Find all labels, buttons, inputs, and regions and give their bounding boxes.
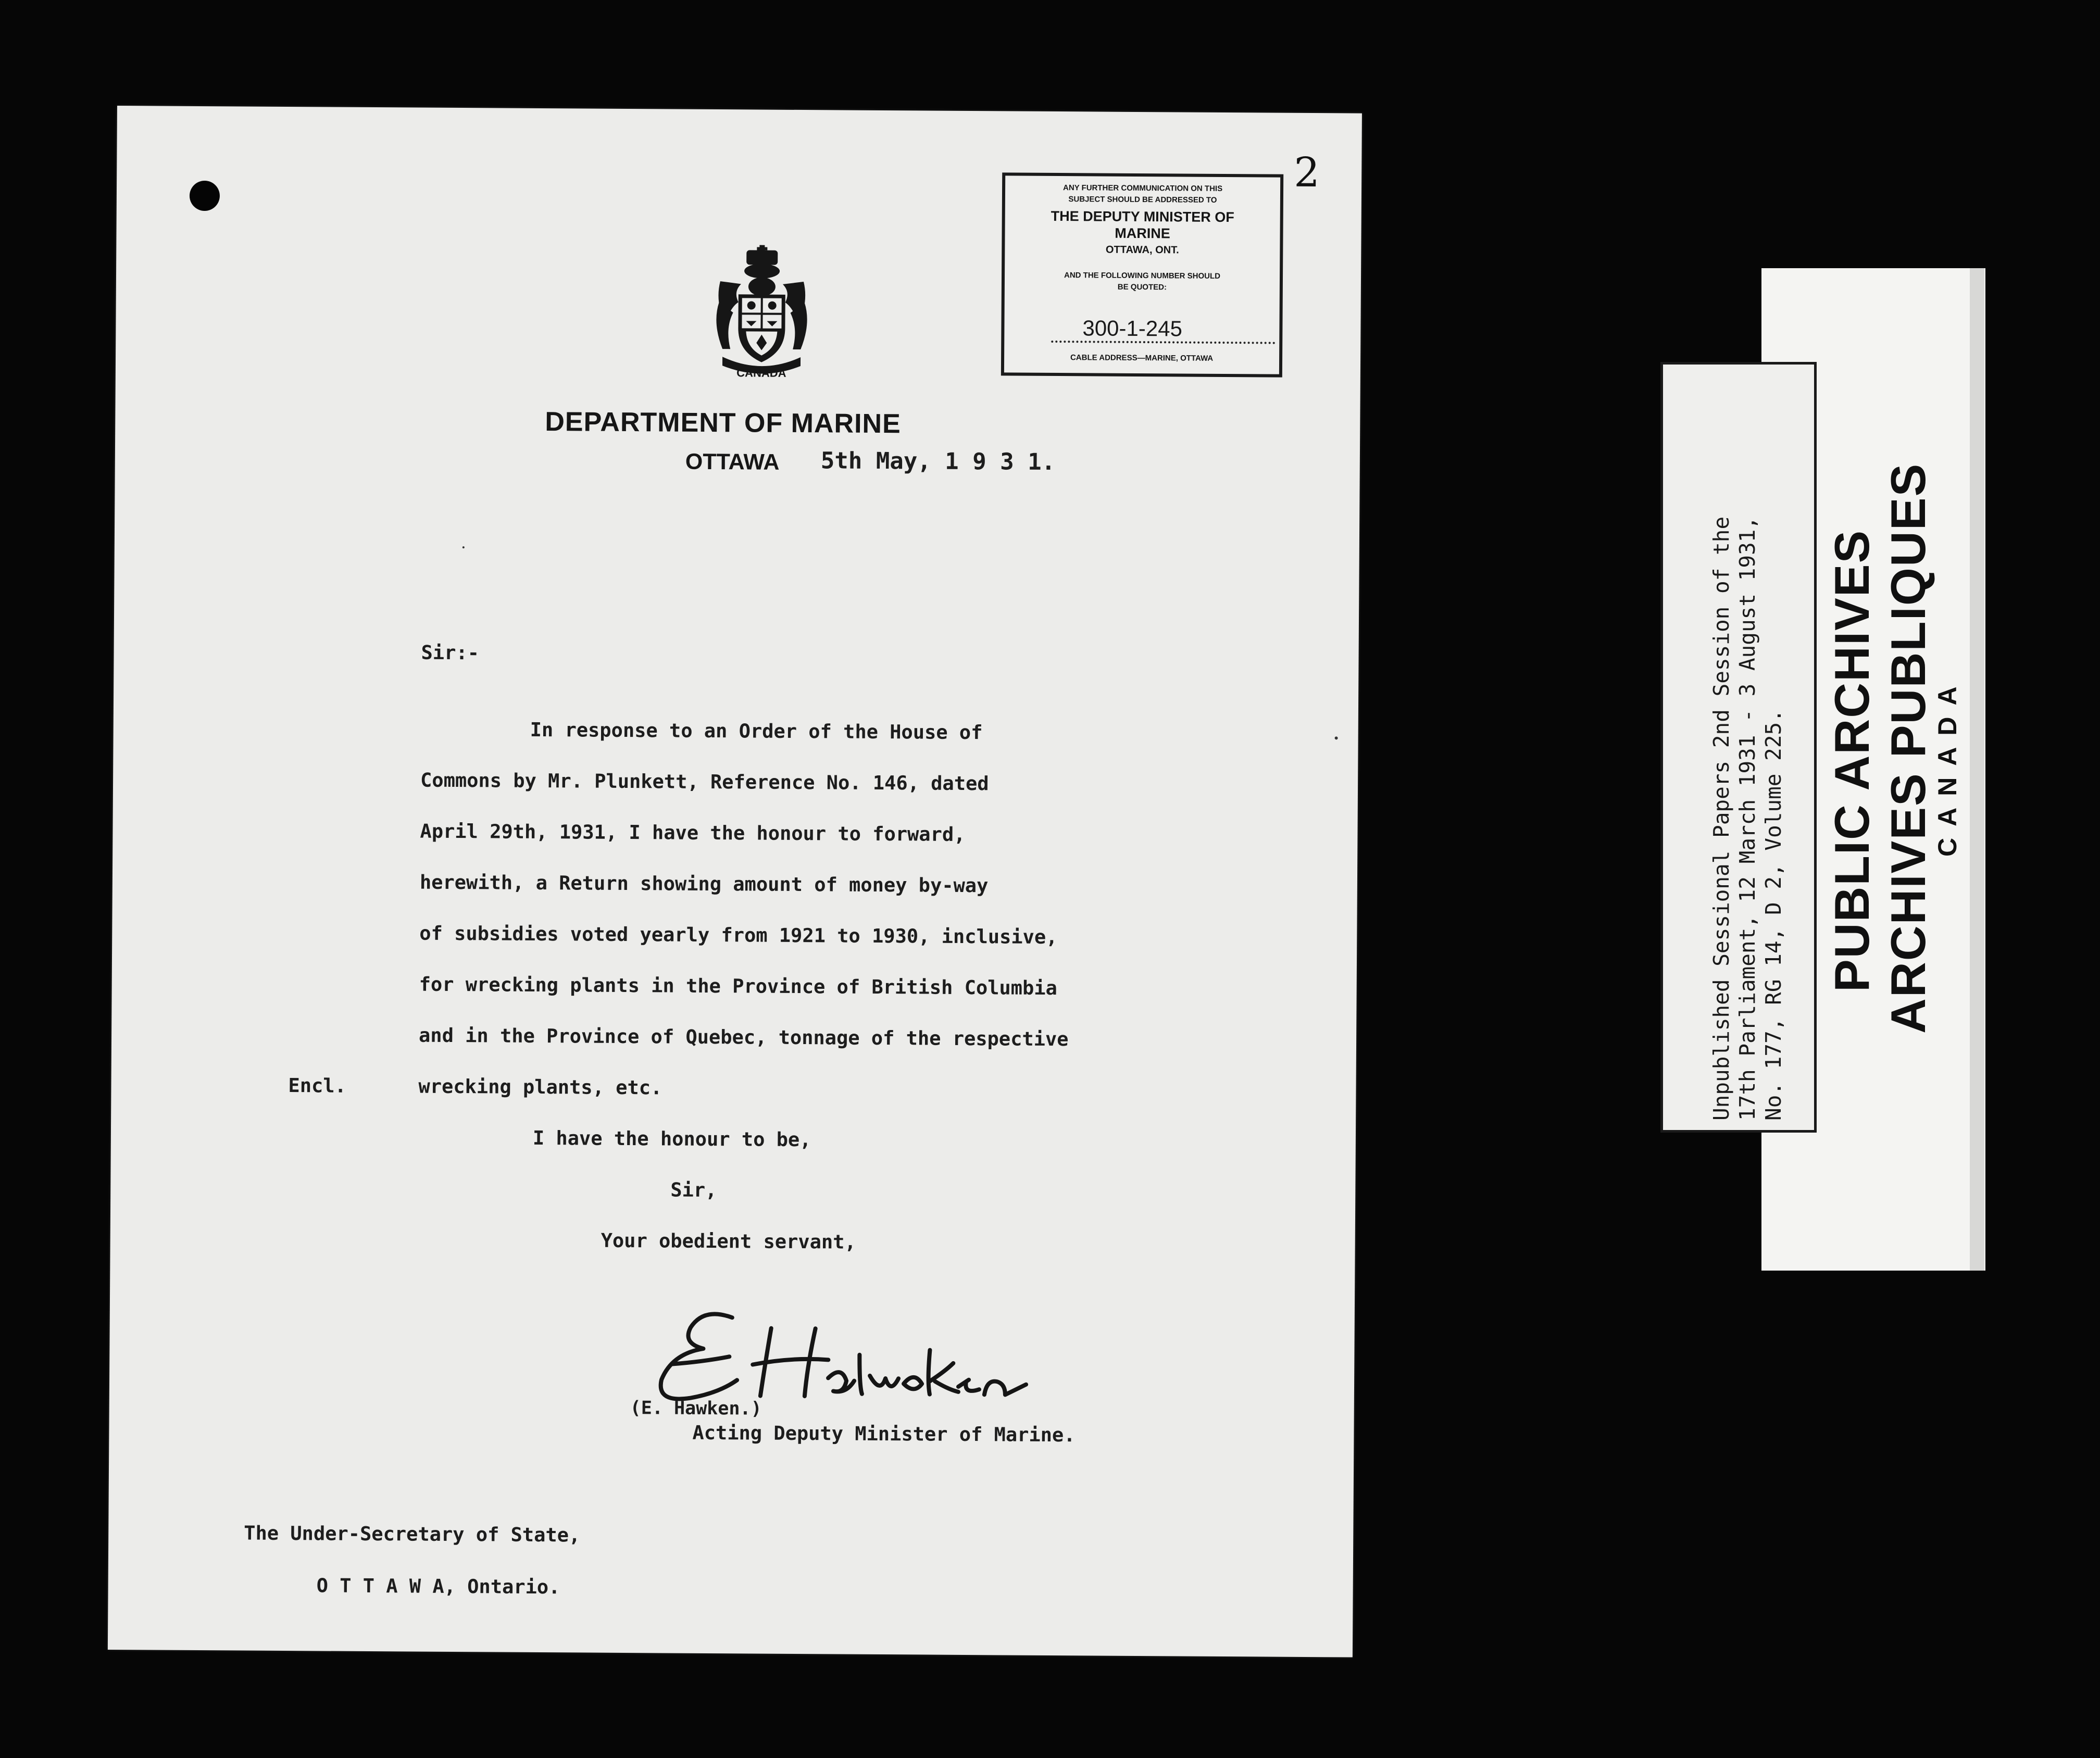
slip-edge <box>1970 268 1984 1271</box>
archive-label-line-3: CANADA <box>1933 675 1962 857</box>
salutation: Sir:- <box>421 641 480 664</box>
addressee-line-1: The Under-Secretary of State, <box>244 1522 581 1547</box>
canada-crest-icon <box>709 245 815 381</box>
archive-label-line-1: PUBLIC ARCHIVES <box>1824 529 1879 992</box>
department-heading: DEPARTMENT OF MARINE <box>545 407 901 440</box>
closing-line-1: I have the honour to be, <box>532 1126 811 1151</box>
file-number: 300-1-245 <box>1082 316 1183 341</box>
letter-date: 5th May, 1 9 3 1. <box>820 447 1056 476</box>
letterhead-city: OTTAWA <box>685 449 780 475</box>
body-line-2: Commons by Mr. Plunkett, Reference No. 146, dated <box>420 769 989 795</box>
paper-fleck <box>1335 736 1338 739</box>
address-stamp <box>1001 172 1283 377</box>
stamp-cable-address: CABLE ADDRESS—MARINE, OTTAWA <box>1070 353 1214 363</box>
closing-line-3: Your obedient servant, <box>601 1229 856 1253</box>
stamp-line-1: ANY FURTHER COMMUNICATION ON THIS <box>1062 183 1223 193</box>
stamp-line-4: MARINE <box>1115 225 1170 242</box>
stamp-line-3: THE DEPUTY MINISTER OF <box>1051 208 1234 225</box>
stamp-line-2: SUBJECT SHOULD BE ADDRESSED TO <box>1068 195 1217 205</box>
body-line-1: In response to an Order of the House of <box>530 718 983 744</box>
body-line-8: wrecking plants, etc. <box>418 1075 662 1099</box>
closing-line-2: Sir, <box>670 1178 717 1202</box>
addressee-line-2: O T T A W A, Ontario. <box>316 1574 560 1599</box>
file-number-field <box>1051 316 1275 344</box>
body-line-7: and in the Province of Quebec, tonnage of the respective <box>418 1024 1069 1051</box>
enclosure-note: Encl. <box>288 1074 347 1097</box>
signer-title: Acting Deputy Minister of Marine. <box>692 1421 1076 1447</box>
body-line-3: April 29th, 1931, I have the honour to forward, <box>420 820 966 846</box>
stamp-line-7: BE QUOTED: <box>1117 282 1167 292</box>
page-number: 2 <box>1293 149 1320 197</box>
signer-name: (E. Hawken.) <box>630 1398 762 1420</box>
crest-label: CANADA <box>736 366 786 380</box>
reference-line-2: 17th Parliament, 12 March 1931 - 3 August 1931, <box>1735 516 1760 1121</box>
stamp-line-6: AND THE FOLLOWING NUMBER SHOULD <box>1064 271 1221 281</box>
letter-sheet <box>108 106 1362 1657</box>
body-line-5: of subsidies voted yearly from 1921 to 1930, inclusive, <box>419 922 1058 949</box>
body-line-4: herewith, a Return showing amount of money by-way <box>419 871 989 897</box>
reference-line-1: Unpublished Sessional Papers 2nd Session of the <box>1709 516 1734 1121</box>
paper-fleck <box>463 546 465 548</box>
reference-line-3: No. 177, RG 14, D 2, Volume 225. <box>1761 709 1786 1121</box>
archive-label-line-2: ARCHIVES PUBLIQUES <box>1881 462 1935 1034</box>
body-line-6: for wrecking plants in the Province of British Columbia <box>419 973 1058 1000</box>
stamp-line-5: OTTAWA, ONT. <box>1105 244 1179 256</box>
punch-hole <box>190 181 220 211</box>
